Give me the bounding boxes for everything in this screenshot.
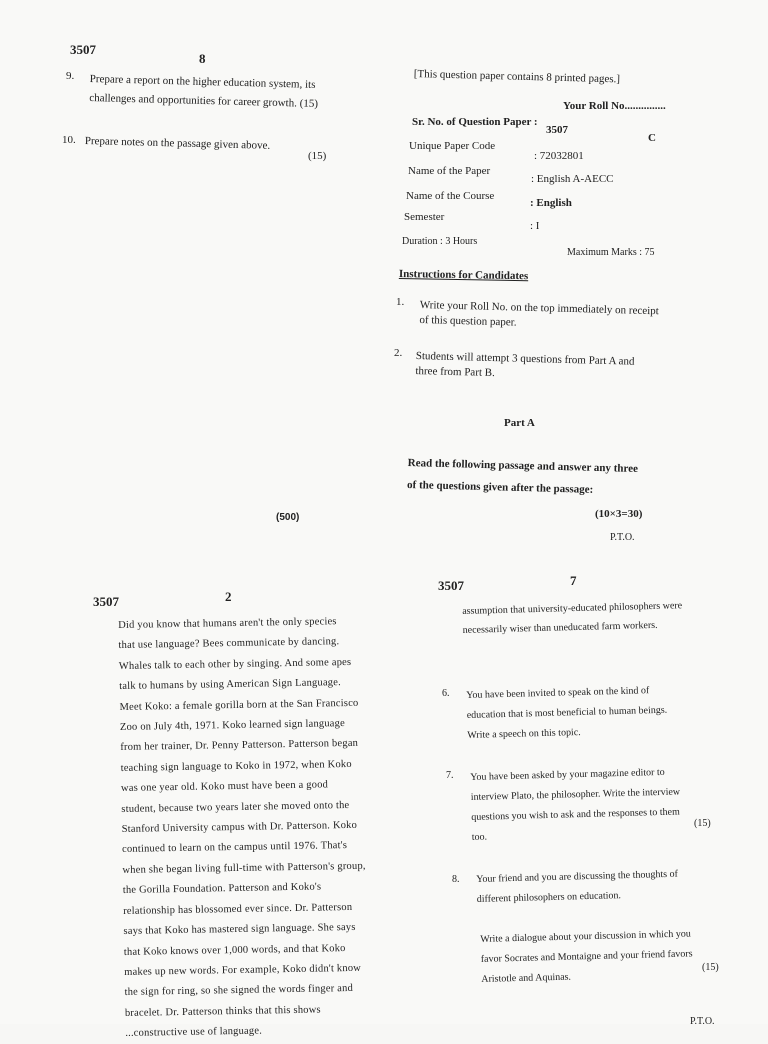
part-a-heading: Part A [504,417,535,429]
instruction-line: of this question paper. [419,313,517,329]
passage-line: the sign for ring, so she signed the words finger and [124,983,354,999]
question-line: questions you wish to ask and the responses to them [471,806,680,823]
question-6 [466,681,668,746]
marks-formula: (10×3=30) [595,508,643,520]
pto: P.T.O. [690,1016,715,1027]
paper-code: 3507 [438,578,464,593]
question-10: Prepare notes on the passage given above. [84,135,271,152]
question-line: You have been invited to speak on the kind of [466,685,650,701]
question-8-detail [480,924,693,990]
page-2 [0,566,384,1040]
upc-label: Unique Paper Code [409,140,496,152]
question-line: favor Socrates and Montaigne and your friend favors [480,948,693,965]
page-number: 7 [570,573,577,588]
page-8 [0,0,384,566]
semester-value: : I [530,220,540,232]
maximum-marks: Maximum Marks : 75 [567,247,655,258]
question-line: education that is most beneficial to human beings. [466,704,668,721]
passage-line: Whales talk to each other by singing. And some apes [118,656,352,672]
question-marks: (15) [702,962,719,973]
course-label: Name of the Course [406,190,495,202]
upc-value: : 72032801 [534,150,584,162]
passage-line: when she began living full-time with Patterson's group, [122,860,366,876]
question-number: 8. [452,874,460,885]
question-line: Your friend and you are discussing the thoughts of [476,868,679,885]
question-8 [476,865,679,910]
instruction-line: Students will attempt 3 questions from Part A and [415,349,635,368]
course-value: : English [530,197,572,209]
instruction-number: 2. [394,347,403,359]
instruction-line: Write your Roll No. on the top immediately on receipt [419,298,659,318]
instruction-line: of the questions given after the passage: [406,478,594,496]
print-count: (500) [276,512,300,523]
paper-code: 3507 [70,42,96,57]
passage-line: Stanford University campus with Dr. Patterson. Koko [121,819,358,836]
passage-line: from her trainer, Dr. Penny Patterson. Patterson began [120,738,359,754]
passage-line: says that Koko has mastered sign language. She says [123,921,356,938]
instruction-2 [415,349,634,385]
question-line: different philosophers on education. [476,890,622,905]
passage-line: talk to humans by using American Sign Language. [119,677,341,693]
question-line: too. [471,831,488,843]
paper-name-label: Name of the Paper [408,165,491,177]
question-marks: (15) [308,150,327,162]
question-line: Prepare a report on the higher education system, its [89,72,316,91]
question-number: 6. [442,688,450,699]
question-number: 9. [66,70,75,82]
instruction-line: three from Part B. [415,364,495,380]
text-line: assumption that university-educated philosophers were [462,600,683,617]
passage-line: ...constructive use of language. [125,1025,263,1040]
question-line: Aristotle and Aquinas. [481,971,572,985]
question-9 [89,70,319,114]
passage-line: Did you know that humans aren't the only species [118,616,337,631]
paper-name-value: : English A-AECC [531,173,614,185]
question-number: 7. [446,770,454,781]
set-letter: C [648,132,656,144]
question-line: Write a dialogue about your discussion in which you [480,928,691,945]
passage-line: was one year old. Koko must have been a good [120,779,329,795]
passage-line: teaching sign language to Koko in 1972, when Koko [120,758,352,774]
question-number: 10. [62,134,76,146]
passage-line: Zoo on July 4th, 1971. Koko learned sign language [119,718,346,734]
passage [118,612,369,1044]
passage-line: that use language? Bees communicate by dancing. [118,636,340,652]
passage-line: the Gorilla Foundation. Patterson and Koko's [122,881,322,897]
page-count-notice: [This question paper contains 8 printed pages.] [413,68,621,86]
question-line: Write a speech on this topic. [467,727,581,741]
continued-text [462,596,683,640]
passage-instruction [407,452,638,502]
instructions-heading: Instructions for Candidates [398,268,529,283]
instruction-1 [419,298,659,334]
instruction-number: 1. [396,296,405,308]
passage-line: Meet Koko: a female gorilla born at the San Francisco [119,697,359,713]
passage-line: that Koko knows over 1,000 words, and that Koko [123,942,346,958]
passage-line: bracelet. Dr. Patterson thinks that this shows [124,1004,321,1019]
question-line: interview Plato, the philosopher. Write the interview [470,786,681,803]
paper-code: 3507 [93,594,119,609]
pto-partial: P.T.O. [610,532,635,543]
question-7 [470,763,681,848]
serial-value: 3507 [546,124,568,136]
page-1 [384,0,768,566]
passage-line: makes up new words. For example, Koko didn't know [124,962,362,978]
question-line: You have been asked by your magazine editor to [470,766,665,783]
text-line: necessarily wiser than uneducated farm workers. [462,619,658,636]
semester-label: Semester [404,211,445,223]
instruction-line: Read the following passage and answer any three [407,456,639,476]
passage-line: student, because two years later she moved onto the [121,799,350,815]
passage-line: continued to learn on the campus until 1976. That's [121,840,348,856]
page-7 [384,566,768,1027]
serial-label: Sr. No. of Question Paper : [412,116,538,128]
question-line: challenges and opportunities for career growth. (15) [89,91,319,110]
page-number: 8 [199,51,206,66]
duration: Duration : 3 Hours [402,236,478,247]
question-marks: (15) [694,818,711,829]
page-number: 2 [225,589,232,604]
passage-line: relationship has blossomed ever since. Dr. Patterson [123,901,353,917]
roll-number: Your Roll No............... [563,100,666,112]
